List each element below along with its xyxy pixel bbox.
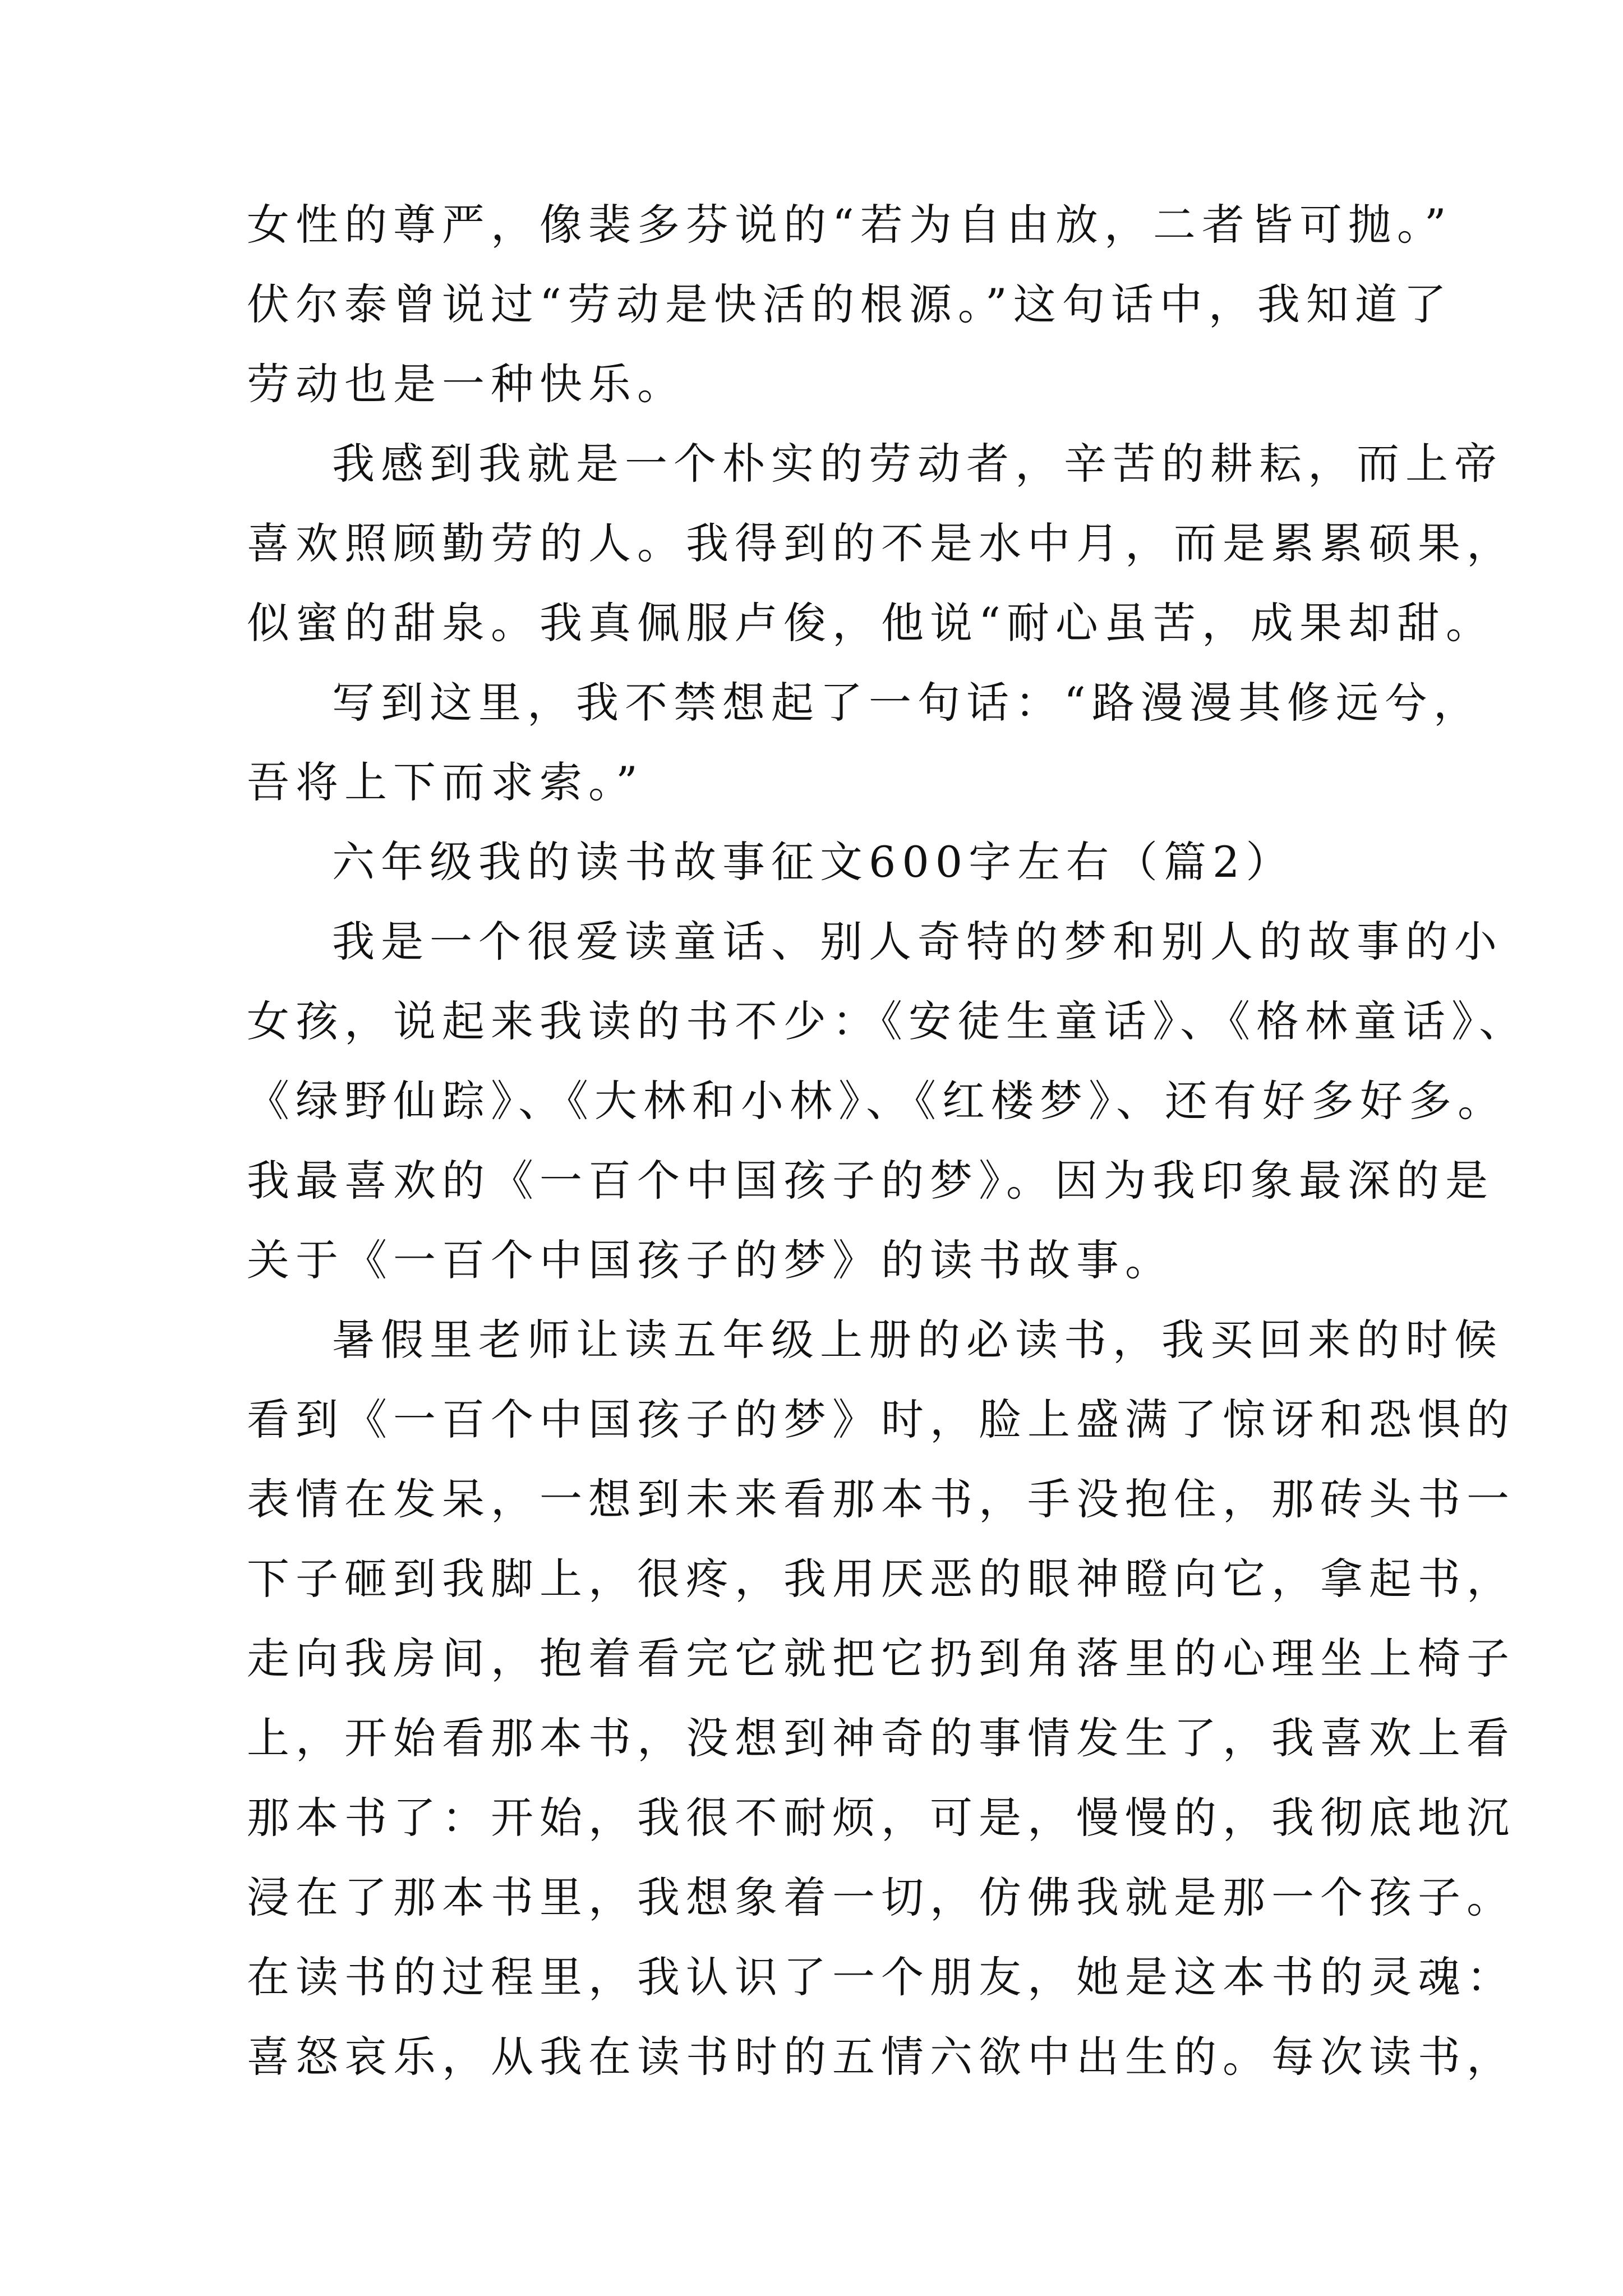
text-line: 那本书了：开始，我很不耐烦，可是，慢慢的，我彻底地沉 [247,1793,1515,1843]
section-heading: 六年级我的读书故事征文600字左右（篇2） [332,837,1295,887]
text-line: 女性的尊严，像裴多芬说的“若为自由放，二者皆可抛。” [247,200,1453,250]
text-line: 伏尔泰曾说过“劳动是快活的根源。”这句话中，我知道了 [247,279,1453,329]
text-line: 似蜜的甜泉。我真佩服卢俊，他说“耐心虽苦，成果却甜。 [247,598,1495,648]
text-line: 在读书的过程里，我认识了一个朋友，她是这本书的灵魂： [247,1952,1515,2002]
text-line: 女孩，说起来我读的书不少：《安徒生童话》、《格林童话》、 [247,996,1528,1046]
text-line: 《绿野仙踪》、《大林和小林》、《红楼梦》、还有好多好多。 [247,1076,1506,1126]
text-line: 喜欢照顾勤劳的人。我得到的不是水中月，而是累累硕果， [247,518,1515,568]
text-line: 走向我房间，抱着看完它就把它扔到角落里的心理坐上椅子 [247,1634,1515,1683]
text-line: 我感到我就是一个朴实的劳动者，辛苦的耕耘，而上帝 [332,439,1503,489]
text-line: 我最喜欢的《一百个中国孩子的梦》。因为我印象最深的是 [247,1156,1494,1205]
text-line: 浸在了那本书里，我想象着一切，仿佛我就是那一个孩子。 [247,1872,1515,1922]
text-line: 写到这里，我不禁想起了一句话：“路漫漫其修远兮， [332,678,1482,728]
text-line: 看到《一百个中国孩子的梦》时，脸上盛满了惊讶和恐惧的 [247,1395,1515,1444]
text-line: 暑假里老师让读五年级上册的必读书，我买回来的时候 [332,1315,1503,1365]
text-line: 吾将上下而求索。” [247,757,644,807]
body-text [247,185,1528,2097]
text-line: 关于《一百个中国孩子的梦》的读书故事。 [247,1235,1174,1285]
text-line: 下子砸到我脚上，很疼，我用厌恶的眼神瞪向它，拿起书， [247,1554,1515,1604]
text-line: 喜怒哀乐，从我在读书时的五情六欲中出生的。每次读书， [247,2032,1515,2082]
text-line: 劳动也是一种快乐。 [247,359,686,409]
text-line: 表情在发呆，一想到未来看那本书，手没抱住，那砖头书一 [247,1474,1515,1524]
text-line: 上，开始看那本书，没想到神奇的事情发生了，我喜欢上看 [247,1713,1515,1763]
text-line: 我是一个很爱读童话、别人奇特的梦和别人的故事的小 [332,917,1503,967]
